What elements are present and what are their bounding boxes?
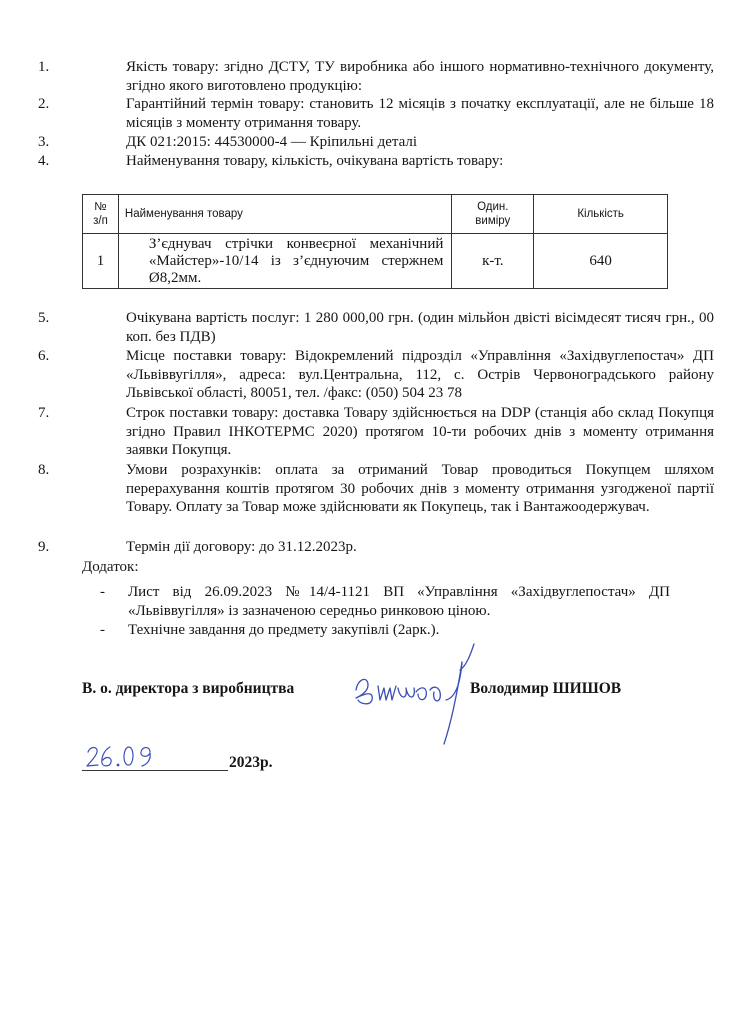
clause-5: 5. Очікувана вартість послуг: 1 280 000,00 грн. (один мільйон двісті вісімдесят тисяч грн., 00 коп. без ПДВ) [38,310,714,345]
handwritten-signature [348,640,478,750]
appendix-title: Додаток: [82,559,139,575]
col-header-number: № з/п [83,195,119,234]
clause-6: 6. Місце поставки товару: Відокремлений підрозділ «Управління «Західвуглепостач» ДП «Львіввугілля», адреса: вул.Центральна, 112, с. Острів Червоноградського району Львівської області, 80051, тел. /факс: (050) 504 23 78 [38,348,714,401]
cell-quantity: 640 [534,234,668,289]
date-underline [82,770,228,771]
col-header-name: Найменування товару [118,195,451,234]
goods-table [82,194,668,289]
clause-3: 3. ДК 021:2015: 44530000-4 — Кріпильні деталі [38,134,418,150]
clause-2: 2. Гарантійний термін товару: становить 12 місяців з початку експлуатації, але не більше 18 місяців з моменту отримання товару. [38,96,714,131]
clause-9: 9. Термін дії договору: до 31.12.2023р. [38,539,357,555]
table-row [83,234,668,289]
appendix-item: - Лист від 26.09.2023 №14/4-1121 ВП «Управління «Західвуглепостач» ДП «Львіввугілля» із зазначеною середньо ринковою ціною. [100,584,670,619]
clause-1: 1. Якість товару: згідно ДСТУ, ТУ виробника або іншого нормативно-технічного документу, згідно якого виготовлено продукцію: [38,59,714,94]
clause-8: 8. Умови розрахунків: оплата за отриманий Товар проводиться Покупцем шляхом перерахування коштів протягом 30 робочих днів з моменту отримання узгодженої партії Товару. Оплату за Товар може здійснювати як Покупець, так і Вантажоодержувач. [38,462,714,515]
appendix-item: - Технічне завдання до предмету закупівлі (2арк.). [100,622,440,638]
bullet-dash: - [100,622,105,638]
signatory-name: Володимир ШИШОВ [470,680,622,697]
table-header-row [83,195,668,234]
clause-4: 4. Найменування товару, кількість, очікувана вартість товару: [38,153,504,169]
col-header-unit: Один. виміру [452,195,534,234]
cell-unit: к-т. [452,234,534,289]
handwritten-date [84,742,164,772]
cell-number: 1 [83,234,119,289]
signatory-position: В. о. директора з виробництва [82,680,295,697]
date-year: 2023р. [229,754,273,771]
cell-name: З’єднувач стрічки конвеєрної механічний «Майстер»-10/14 із з’єднуючим стержнем Ø8,2мм. [118,234,451,289]
clause-7: 7. Строк поставки товару: доставка Товару здійснюється на DDP (станція або склад Покупця згідно Правил ІНКОТЕРМС 2020) протягом 10-ти робочих днів з моменту отримання заявки Покупця. [38,405,714,458]
col-header-quantity: Кількість [534,195,668,234]
bullet-dash: - [100,584,105,600]
